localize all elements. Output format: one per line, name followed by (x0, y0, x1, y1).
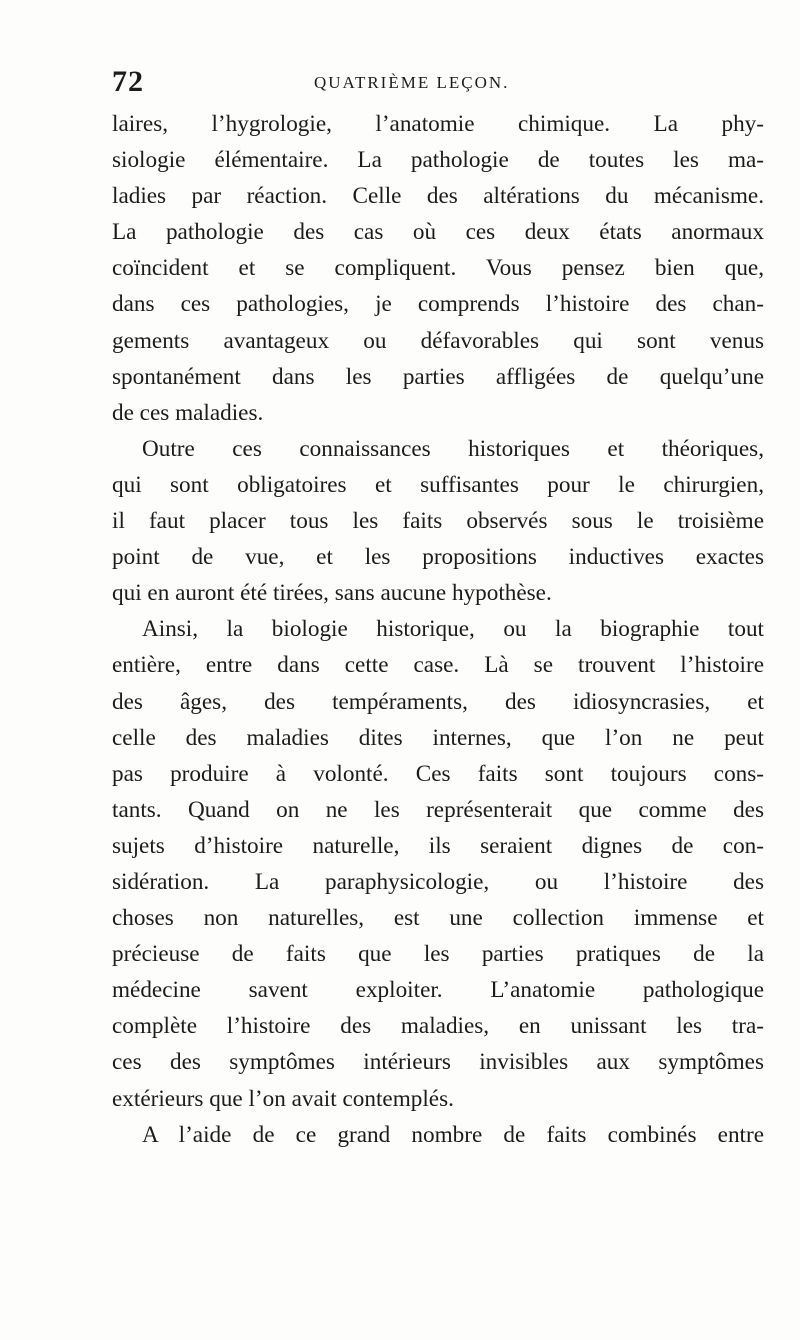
paragraph-start: A l’aide de ce grand nombre de faits combinés entre (142, 1121, 764, 1148)
text-line: médecine savent exploiter. L’anatomie pathologique (112, 977, 764, 1004)
text-line: des âges, des tempéraments, des idiosyncrasies, et (112, 688, 764, 715)
text-line: ces des symptômes intérieurs invisibles aux symptômes (112, 1049, 764, 1076)
text-line: précieuse de faits que les parties pratiques de la (112, 941, 764, 968)
text-line: choses non naturelles, est une collection immense et (112, 905, 764, 932)
body-text (112, 106, 764, 1153)
text-line: coïncident et se compliquent. Vous pensez bien que, (112, 255, 764, 282)
text-line: La pathologie des cas où ces deux états anormaux (112, 219, 764, 246)
text-line: qui sont obligatoires et suffisantes pour le chirurgien, (112, 471, 764, 498)
running-head: QUATRIÈME LEÇON. (314, 73, 510, 92)
text-line: qui en auront été tirées, sans aucune hypothèse. (112, 580, 552, 607)
page-header (112, 64, 762, 100)
text-line: gements avantageux ou défavorables qui sont venus (112, 327, 764, 354)
text-line: ladies par réaction. Celle des altérations du mécanisme. (112, 183, 764, 210)
text-line: extérieurs que l’on avait contemplés. (112, 1085, 454, 1112)
text-line: tants. Quand on ne les représenterait que comme des (112, 796, 764, 823)
text-line: celle des maladies dites internes, que l’on ne peut (112, 724, 764, 751)
text-line: de ces maladies. (112, 399, 264, 426)
page-number: 72 (112, 65, 144, 98)
text-line: pas produire à volonté. Ces faits sont toujours cons- (112, 760, 764, 787)
text-line: complète l’histoire des maladies, en unissant les tra- (112, 1013, 764, 1040)
text-line: spontanément dans les parties affligées de quelqu’une (112, 363, 764, 390)
text-line: laires, l’hygrologie, l’anatomie chimique. La phy- (112, 111, 764, 137)
text-line: point de vue, et les propositions inductives exactes (112, 544, 764, 571)
text-line: entière, entre dans cette case. Là se trouvent l’histoire (112, 652, 764, 679)
paragraph-start: Outre ces connaissances historiques et théoriques, (142, 435, 764, 462)
text-line: siologie élémentaire. La pathologie de toutes les ma- (112, 147, 764, 174)
text-line: sujets d’histoire naturelle, ils seraient dignes de con- (112, 832, 764, 859)
paragraph-start: Ainsi, la biologie historique, ou la biographie tout (142, 616, 764, 643)
text-line: sidération. La paraphysicologie, ou l’histoire des (112, 868, 764, 895)
text-line: il faut placer tous les faits observés sous le troisième (112, 508, 764, 535)
text-line: dans ces pathologies, je comprends l’histoire des chan- (112, 291, 764, 318)
